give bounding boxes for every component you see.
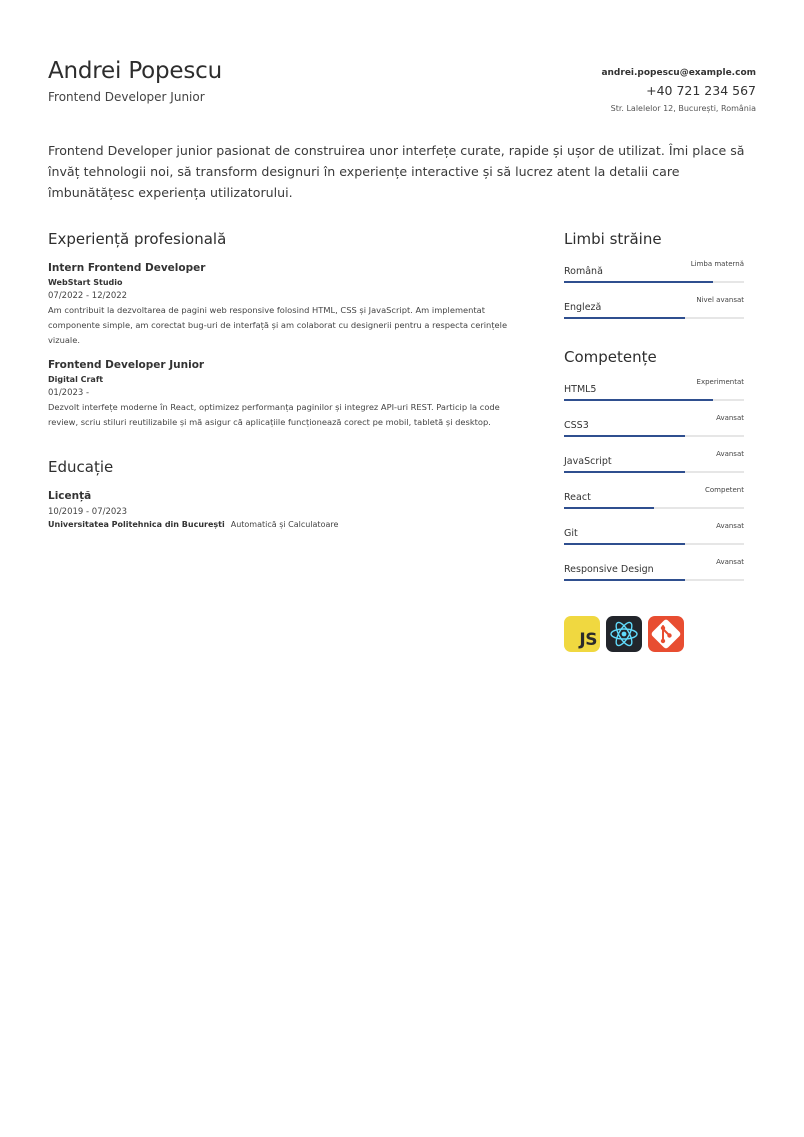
skill-level-fill — [564, 435, 685, 437]
skill-level-fill — [564, 507, 654, 509]
skill-level: Experimentat — [696, 378, 744, 386]
skill-level-bar — [564, 507, 744, 509]
language-name: Română — [564, 266, 603, 277]
skill-name: Responsive Design — [564, 564, 654, 575]
education-section — [48, 458, 518, 529]
skill-item — [564, 478, 744, 514]
job-dates: 01/2023 - — [48, 388, 90, 398]
job-company: Digital Craft — [48, 375, 104, 384]
job-description: Am contribuit la dezvoltarea de pagini web responsive folosind HTML, CSS și JavaScript. Am implementat componente simple, am corectat bug-uri de interfață și am colaborat cu designerii pentru a respecta cerințele vizuale. — [48, 305, 508, 345]
education-degree: Licență — [48, 490, 92, 502]
contact-address: Str. Lalelelor 12, București, România — [610, 104, 756, 113]
candidate-role: Frontend Developer Junior — [48, 90, 205, 104]
git-logo-icon — [648, 616, 684, 652]
education-field: Automatică și Calculatoare — [230, 520, 339, 529]
candidate-name: Andrei Popescu — [48, 58, 222, 84]
skill-name: CSS3 — [564, 420, 589, 431]
contact-block — [601, 68, 756, 113]
skill-level-bar — [564, 579, 744, 581]
skill-item — [564, 442, 744, 478]
education-university: Universitatea Politehnica din București — [48, 520, 225, 529]
skill-item — [564, 550, 744, 586]
skill-level-bar — [564, 471, 744, 473]
education-section-title: Educație — [48, 458, 114, 476]
skill-level: Avansat — [716, 558, 744, 566]
skill-name: React — [564, 492, 591, 503]
education-dates: 10/2019 - 07/2023 — [48, 507, 128, 517]
education-institution-line — [48, 520, 518, 529]
skills-section-title: Competențe — [564, 348, 657, 366]
skill-item — [564, 514, 744, 550]
skill-item — [564, 406, 744, 442]
skill-level-fill — [564, 471, 685, 473]
job-company: WebStart Studio — [48, 278, 123, 287]
skill-level: Avansat — [716, 450, 744, 458]
experience-section-title: Experiență profesională — [48, 230, 227, 248]
skill-level: Avansat — [716, 522, 744, 530]
javascript-logo-text: JS — [579, 630, 597, 650]
skill-name: JavaScript — [564, 456, 612, 467]
resume-header — [48, 58, 756, 118]
skill-level-bar — [564, 399, 744, 401]
skill-level-bar — [564, 543, 744, 545]
skill-name: Git — [564, 528, 578, 539]
job-description: Dezvolt interfețe moderne în React, optimizez performanța paginilor și integrez API-uri REST. Particip la code review, scriu stiluri reutilizabile și mă asigur că aplicațiile funcționează corect pe mobil, tabletă și desktop. — [48, 402, 500, 427]
git-branch-icon — [648, 616, 684, 652]
react-atom-icon — [606, 616, 642, 652]
skill-name: HTML5 — [564, 384, 597, 395]
skill-level-fill — [564, 399, 713, 401]
react-logo-icon — [606, 616, 642, 652]
language-item — [564, 288, 744, 324]
skill-level: Avansat — [716, 414, 744, 422]
job-title: Intern Frontend Developer — [48, 262, 206, 274]
language-level-bar — [564, 317, 744, 319]
profile-summary: Frontend Developer junior pasionat de construirea unor interfețe curate, rapide și ușor de utilizat. Îmi place să învăț tehnologii noi, să transform designuri în experiențe interactive și să lucrez atent la detalii care îmbunătățesc experiența utilizatorului. — [48, 143, 745, 200]
job-entry — [48, 359, 518, 430]
job-dates: 07/2022 - 12/2022 — [48, 291, 128, 301]
technology-logos — [564, 616, 744, 652]
language-level: Nivel avansat — [696, 296, 744, 304]
contact-email[interactable]: andrei.popescu@example.com — [601, 68, 756, 78]
languages-section-title: Limbi străine — [564, 230, 662, 248]
skill-level-fill — [564, 543, 685, 545]
skill-level-bar — [564, 435, 744, 437]
language-level-bar — [564, 281, 744, 283]
contact-phone[interactable]: +40 721 234 567 — [646, 83, 756, 98]
language-name: Engleză — [564, 302, 602, 313]
job-entry — [48, 262, 518, 348]
skill-level: Competent — [705, 486, 744, 494]
job-title: Frontend Developer Junior — [48, 359, 205, 371]
side-column — [564, 230, 744, 652]
skill-level-fill — [564, 579, 685, 581]
language-level-fill — [564, 317, 685, 319]
language-item — [564, 252, 744, 288]
main-column — [48, 230, 518, 529]
language-level: Limba maternă — [690, 260, 744, 268]
language-level-fill — [564, 281, 713, 283]
skill-item — [564, 370, 744, 406]
javascript-logo-icon — [564, 616, 600, 652]
